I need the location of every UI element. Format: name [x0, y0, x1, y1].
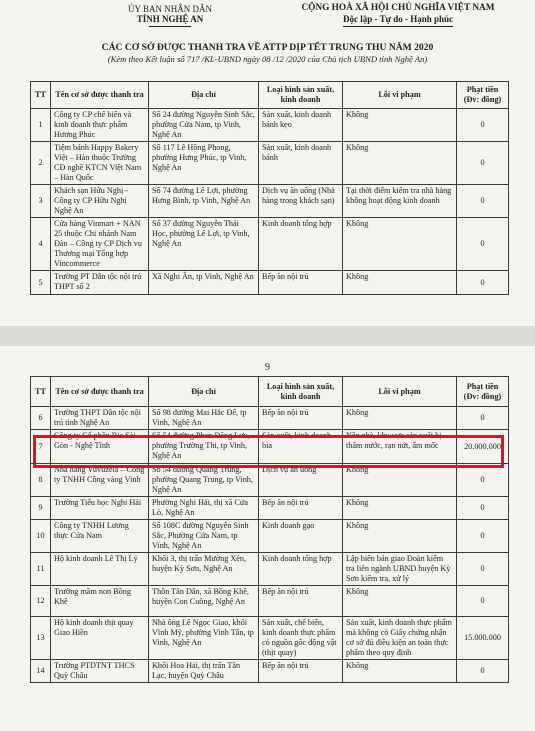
cell-fine: 20.000.000 [457, 430, 509, 464]
motto-underline [343, 26, 453, 27]
col-header-business: Loại hình sản xuất, kinh doanh [259, 82, 343, 109]
cell-business: Bếp ăn nội trú [259, 407, 343, 430]
table-header-row [31, 82, 509, 109]
page-number: 9 [265, 362, 270, 373]
cell-violation: Không [343, 142, 457, 185]
table-row [31, 185, 509, 218]
cell-name: Trường PTDTNT THCS Quỳ Châu [51, 660, 149, 683]
cell-name: Trường Tiểu học Nghi Hải [51, 497, 149, 520]
cell-fine: 0 [457, 586, 509, 617]
table-row [31, 218, 509, 271]
cell-tt: 4 [31, 218, 51, 271]
cell-name: Khách sạn Hữu Nghị - Công ty CP Hữu Nghị Nghệ An [51, 185, 149, 218]
cell-name: Hộ kinh doanh thịt quay Giao Hiền [51, 617, 149, 660]
cell-business: Sản xuất, kinh doanh bia [259, 430, 343, 464]
cell-tt: 6 [31, 407, 51, 430]
cell-violation: Không [343, 271, 457, 295]
cell-tt: 10 [31, 520, 51, 553]
cell-violation: Không [343, 218, 457, 271]
table-header-row [31, 377, 509, 407]
cell-business: Sản xuất, kinh doanh bánh [259, 142, 343, 185]
cell-tt: 12 [31, 586, 51, 617]
col-header-violation: Lỗi vi phạm [343, 377, 457, 407]
cell-fine: 0 [457, 520, 509, 553]
cell-address: Nhà ông Lê Ngọc Giao, khối Vĩnh Mỹ, phường Vinh Tân, tp Vinh, Nghệ An [149, 617, 259, 660]
cell-business: Bếp ăn nội trú [259, 660, 343, 683]
col-header-address: Địa chỉ [149, 82, 259, 109]
cell-name: Trường mầm non Bồng Khê [51, 586, 149, 617]
table-row [31, 617, 509, 660]
table-row [31, 142, 509, 185]
table-row [31, 271, 509, 295]
col-header-tt: TT [31, 82, 51, 109]
col-header-fine: Phạt tiền (Đv: đồng) [457, 377, 509, 407]
cell-address: Khối 3, thị trấn Mường Xén, huyện Kỳ Sơn, Nghệ An [149, 553, 259, 586]
cell-name: Hộ kinh doanh Lê Thị Lý [51, 553, 149, 586]
cell-tt: 9 [31, 497, 51, 520]
inspection-table-page-1 [30, 81, 509, 295]
cell-violation: Không [343, 109, 457, 142]
national-motto: Độc lập - Tự do - Hạnh phúc [342, 14, 453, 24]
cell-business: Kinh doanh gạo [259, 520, 343, 553]
cell-fine: 0 [457, 497, 509, 520]
authority-underline [149, 26, 191, 27]
cell-address: Số 54 đường Quang Trung, phường Quang Trung, tp Vinh, Nghệ An [149, 464, 259, 497]
cell-address: Khối Hoa Hải, thị trấn Tân Lạc, huyện Quỳ Châu [149, 660, 259, 683]
cell-tt: 11 [31, 553, 51, 586]
cell-fine: 0 [457, 271, 509, 295]
cell-tt: 14 [31, 660, 51, 683]
cell-name: Trường PT Dân tộc nội trú THPT số 2 [51, 271, 149, 295]
cell-address: Phường Nghi Hải, thị xã Cửa Lò, Nghệ An [149, 497, 259, 520]
cell-address: Số 117 Lê Hồng Phong, phường Hưng Phúc, tp Vinh, Nghệ An [149, 142, 259, 185]
cell-tt: 1 [31, 109, 51, 142]
cell-fine: 0 [457, 660, 509, 683]
cell-address: Số 37 đường Nguyễn Thái Học, phường Lê Lợi, tp Vinh, Nghệ An [149, 218, 259, 271]
cell-tt: 8 [31, 464, 51, 497]
table-row [31, 407, 509, 430]
cell-address: Số 74 đường Lê Lợi, phường Hưng Bình, tp Vinh, Nghệ An [149, 185, 259, 218]
table-row [31, 586, 509, 617]
col-header-violation: Lỗi vi phạm [343, 82, 457, 109]
cell-fine: 15.000.000 [457, 617, 509, 660]
nation-name: CỘNG HOÀ XÃ HỘI CHỦ NGHĨA VIỆT NAM [301, 3, 495, 13]
col-header-business: Loại hình sản xuất, kinh doanh [259, 377, 343, 407]
cell-name: Tiệm bánh Happy Bakery Việt – Hàn thuộc Trường CĐ nghề KTCN Việt Nam – Hàn Quốc [51, 142, 149, 185]
cell-business: Bếp ăn nội trú [259, 271, 343, 295]
cell-fine: 0 [457, 185, 509, 218]
cell-address: Số 98 đường Mai Hắc Đế, tp Vinh, Nghệ An [149, 407, 259, 430]
cell-address: Số 24 đường Nguyễn Sinh Sắc, phường Cửa Nam, tp Vinh, Nghệ An [149, 109, 259, 142]
national-header [298, 3, 498, 27]
cell-address: Xã Nghi Ân, tp Vinh, Nghệ An [149, 271, 259, 295]
cell-fine: 0 [457, 109, 509, 142]
table-row [31, 553, 509, 586]
cell-address: Thôn Tân Dân, xã Bồng Khê, huyện Con Cuông, Nghệ An [149, 586, 259, 617]
cell-tt: 3 [31, 185, 51, 218]
col-header-tt: TT [31, 377, 51, 407]
cell-business: Kinh doanh tổng hợp [259, 553, 343, 586]
cell-fine: 0 [457, 218, 509, 271]
cell-violation: Không [343, 586, 457, 617]
document-subtitle: (Kèm theo Kết luận số 717 /KL-UBND ngày 08 /12 /2020 của Chủ tịch UBND tỉnh Nghệ An) [107, 54, 428, 64]
cell-name: Công ty CP chế biến và kinh doanh thực phẩm Hương Phúc [51, 109, 149, 142]
col-header-address: Địa chỉ [149, 377, 259, 407]
cell-violation: Không [343, 407, 457, 430]
cell-violation: Nền nhà, khu vực sản xuất bị thấm nước, rạn nứt, ẩm mốc [343, 430, 457, 464]
cell-tt: 7 [31, 430, 51, 464]
cell-tt: 13 [31, 617, 51, 660]
authority-line-1: ỦY BAN NHÂN DÂN [128, 4, 212, 14]
table-row [31, 497, 509, 520]
cell-name: Cửa hàng Vinmart + NAN 25 thuộc Chi nhánh Nam Đàn – Công ty CP Dịch vụ Thương mại Tổng hợp Vincommerce [51, 218, 149, 271]
cell-name: Công ty Cổ phần Bia Sài Gòn - Nghệ Tĩnh [51, 430, 149, 464]
highlighted-row-box [33, 435, 504, 468]
cell-tt: 5 [31, 271, 51, 295]
table-body-page-1 [31, 109, 509, 295]
cell-violation: Không [343, 520, 457, 553]
cell-fine: 0 [457, 464, 509, 497]
col-header-fine: Phạt tiền (Đv: đồng) [457, 82, 509, 109]
cell-name: Trường THPT Dân tộc nội trú tỉnh Nghệ An [51, 407, 149, 430]
cell-address: Số 54 đường Phan Đăng Lưu, phường Trường Thi, tp Vinh, Nghệ An [149, 430, 259, 464]
cell-business: Bếp ăn nội trú [259, 586, 343, 617]
cell-address: Số 108C đường Nguyễn Sinh Sắc, Phường Cửa Nam, tp Vinh, Nghệ An [149, 520, 259, 553]
cell-violation: Không [343, 497, 457, 520]
cell-name: Nhà hàng Vuvuzela – Công ty TNHH Công vàng Vinh [51, 464, 149, 497]
cell-violation: Không [343, 464, 457, 497]
cell-business: Sản xuất, kinh doanh bánh kẹo [259, 109, 343, 142]
cell-business: Sản xuất, chế biến, kinh doanh thực phẩm có nguồn gốc động vật (thịt quay) [259, 617, 343, 660]
table-row [31, 464, 509, 497]
cell-tt: 2 [31, 142, 51, 185]
cell-fine: 0 [457, 407, 509, 430]
cell-name: Công ty TNHH Lương thực Cửa Nam [51, 520, 149, 553]
cell-violation: Tại thời điểm kiểm tra nhà hàng không hoạt động kinh doanh [343, 185, 457, 218]
authority-line-2: TỈNH NGHỆ AN [136, 14, 204, 24]
cell-violation: Không [343, 660, 457, 683]
table-row [31, 109, 509, 142]
cell-business: Dịch vụ ăn uống (Nhà hàng trong khách sạn) [259, 185, 343, 218]
cell-fine: 0 [457, 142, 509, 185]
document-title: CÁC CƠ SỞ ĐƯỢC THANH TRA VỀ ATTP DỊP TẾT TRUNG THU NĂM 2020 [101, 42, 434, 53]
issuing-authority [100, 4, 240, 27]
col-header-name: Tên cơ sở được thanh tra [51, 377, 149, 407]
cell-business: Dịch vụ ăn uống [259, 464, 343, 497]
cell-fine: 0 [457, 553, 509, 586]
cell-violation: Sản xuất, kinh doanh thực phẩm mà không có Giấy chứng nhận cơ sở đủ điều kiện an toàn thực phẩm theo quy định [343, 617, 457, 660]
col-header-name: Tên cơ sở được thanh tra [51, 82, 149, 109]
inspection-table-page-2 [30, 376, 509, 683]
cell-violation: Lập biên bản giao Đoàn kiểm tra liên ngành UBND huyện Kỳ Sơn kiểm tra, xử lý [343, 553, 457, 586]
cell-business: Bếp ăn nội trú [259, 497, 343, 520]
table-row [31, 660, 509, 683]
table-row [31, 520, 509, 553]
cell-business: Kinh doanh tổng hợp [259, 218, 343, 271]
